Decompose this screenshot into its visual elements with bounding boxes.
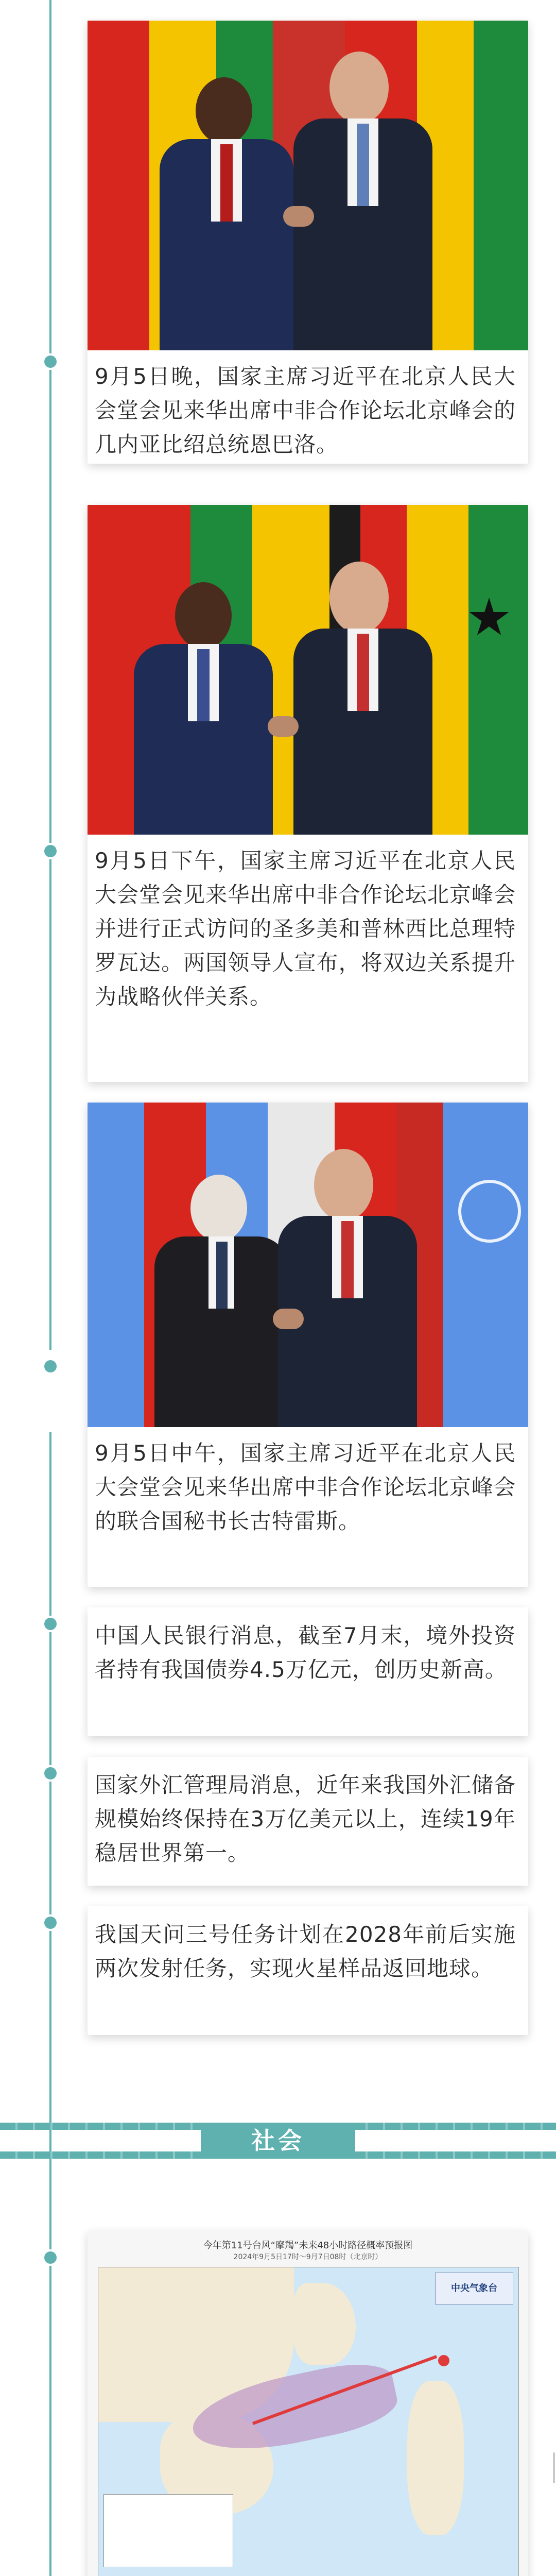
news-caption: 国家外汇管理局消息，近年来我国外汇储备规模始终保持在3万亿美元以上，连续19年稳居世界第一。: [95, 1772, 516, 1866]
cma-badge: 中央气象台: [435, 2273, 513, 2304]
timeline-dot: [44, 1767, 57, 1780]
timeline-dot: [44, 1917, 57, 1929]
timeline-dot: [44, 845, 57, 857]
news-card: [88, 21, 528, 464]
timeline-dot: [44, 2251, 57, 2264]
news-photo: [88, 21, 528, 350]
map-title: 今年第11号台风“摩羯”未来48小时路径概率预报图: [203, 2240, 413, 2251]
timeline-line: [49, 0, 51, 1350]
news-photo: [88, 1103, 528, 1427]
scrollbar-thumb[interactable]: [553, 2452, 555, 2483]
news-card: [88, 2231, 528, 2576]
news-caption: 9月5日中午，国家主席习近平在北京人民大会堂会见来华出席中非合作论坛北京峰会的联合国秘书长古特雷斯。: [95, 1440, 516, 1534]
timeline-dot: [44, 1360, 57, 1372]
section-header: [0, 2102, 556, 2179]
section-title: 社会: [201, 2123, 355, 2159]
news-photo: [88, 505, 528, 835]
news-caption: 9月5日晚，国家主席习近平在北京人民大会堂会见来华出席中非合作论坛北京峰会的几内亚比绍总统恩巴洛。: [95, 364, 516, 457]
map-subtitle: 2024年9月5日17时～9月7日08时（北京时）: [233, 2253, 383, 2261]
typhoon-map: [88, 2231, 528, 2576]
timeline-line: [49, 1432, 51, 2576]
news-card: [88, 1607, 528, 1736]
news-card: [88, 1103, 528, 1587]
news-caption: 9月5日下午，国家主席习近平在北京人民大会堂会见来华出席中非合作论坛北京峰会并进行正式访问的圣多美和普林西比总理特罗瓦达。两国领导人宣布，将双边关系提升为战略伙伴关系。: [95, 848, 516, 1009]
timeline-dot: [44, 1618, 57, 1630]
news-card: [88, 1906, 528, 2035]
timeline-dot: [44, 355, 57, 368]
news-card: [88, 505, 528, 1082]
news-card: [88, 1757, 528, 1886]
news-caption: 中国人民银行消息，截至7月末，境外投资者持有我国债券4.5万亿元，创历史新高。: [95, 1623, 516, 1682]
news-caption: 我国天问三号任务计划在2028年前后实施两次发射任务，实现火星样品返回地球。: [95, 1922, 516, 1981]
